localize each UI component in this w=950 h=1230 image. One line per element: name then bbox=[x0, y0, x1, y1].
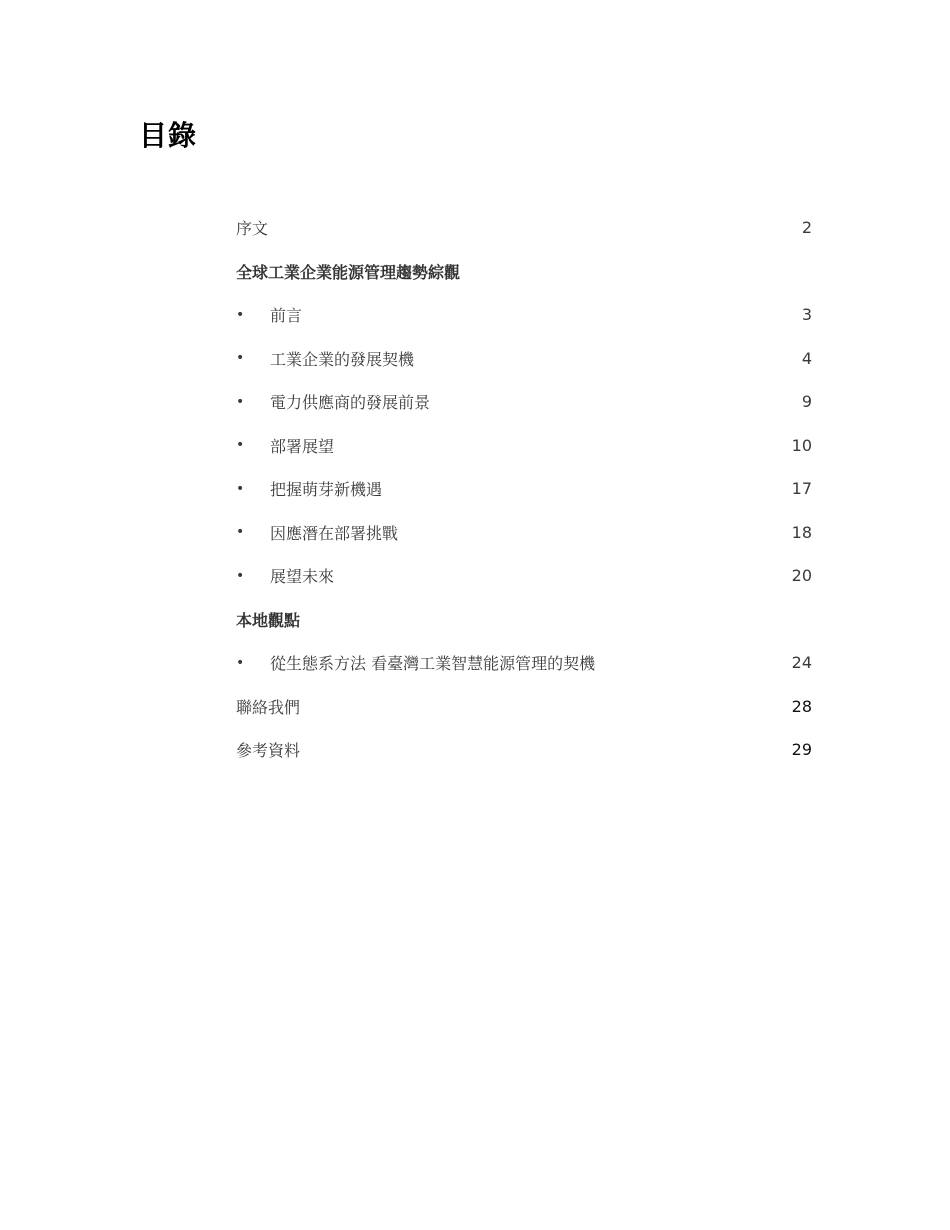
toc-section-heading-global[interactable] bbox=[236, 250, 812, 294]
toc-page-number: 24 bbox=[791, 653, 812, 673]
toc-entry-label: 電力供應商的發展前景 bbox=[270, 393, 431, 413]
toc-page-number: 3 bbox=[801, 305, 812, 325]
bullet-icon: • bbox=[236, 567, 245, 584]
toc-entry-label: 展望未來 bbox=[270, 567, 335, 587]
toc-entry-deployment-challenges[interactable] bbox=[236, 511, 812, 555]
toc-entry-deployment-outlook[interactable] bbox=[236, 424, 812, 468]
toc-entry-introduction[interactable] bbox=[236, 293, 812, 337]
toc-section-heading-local[interactable] bbox=[236, 598, 812, 642]
bullet-icon: • bbox=[236, 437, 245, 454]
toc-entry-label: 從生態系方法 看臺灣工業智慧能源管理的契機 bbox=[270, 654, 596, 674]
toc-entry-emerging-opportunities[interactable] bbox=[236, 467, 812, 511]
toc-entry-label: 部署展望 bbox=[270, 436, 335, 456]
toc-section-label: 本地觀點 bbox=[236, 610, 301, 630]
toc-entry-references[interactable] bbox=[236, 728, 812, 772]
toc-section-label: 全球工業企業能源管理趨勢綜觀 bbox=[236, 262, 461, 282]
bullet-icon: • bbox=[236, 480, 245, 497]
toc-entry-label: 工業企業的發展契機 bbox=[270, 349, 415, 369]
table-of-contents bbox=[236, 206, 812, 772]
toc-entry-label: 參考資料 bbox=[236, 741, 301, 761]
toc-page-number: 18 bbox=[791, 522, 812, 542]
bullet-icon: • bbox=[236, 393, 245, 410]
page-title: 目錄 bbox=[139, 119, 198, 152]
toc-page-number: 17 bbox=[791, 479, 812, 499]
toc-entry-opportunities[interactable] bbox=[236, 337, 812, 381]
toc-page-number: 20 bbox=[791, 566, 812, 586]
toc-page-number: 2 bbox=[801, 218, 812, 238]
toc-entry-taiwan-ecosystem[interactable] bbox=[236, 641, 812, 685]
toc-entry-label: 聯絡我們 bbox=[236, 697, 301, 717]
bullet-icon: • bbox=[236, 524, 245, 541]
toc-entry-contact-us[interactable] bbox=[236, 685, 812, 729]
toc-entry-label: 因應潛在部署挑戰 bbox=[270, 523, 399, 543]
toc-entry-preface[interactable] bbox=[236, 206, 812, 250]
toc-page-number: 28 bbox=[791, 696, 812, 716]
toc-page-number: 4 bbox=[801, 348, 812, 368]
toc-page-number: 10 bbox=[791, 435, 812, 455]
toc-entry-label: 把握萌芽新機遇 bbox=[270, 480, 383, 500]
toc-entry-power-suppliers[interactable] bbox=[236, 380, 812, 424]
toc-page-number: 9 bbox=[801, 392, 812, 412]
bullet-icon: • bbox=[236, 306, 245, 323]
toc-page-number: 29 bbox=[791, 740, 812, 760]
toc-entry-label: 前言 bbox=[270, 306, 303, 326]
toc-entry-future-outlook[interactable] bbox=[236, 554, 812, 598]
toc-entry-label: 序文 bbox=[236, 219, 269, 239]
bullet-icon: • bbox=[236, 654, 245, 671]
bullet-icon: • bbox=[236, 350, 245, 367]
